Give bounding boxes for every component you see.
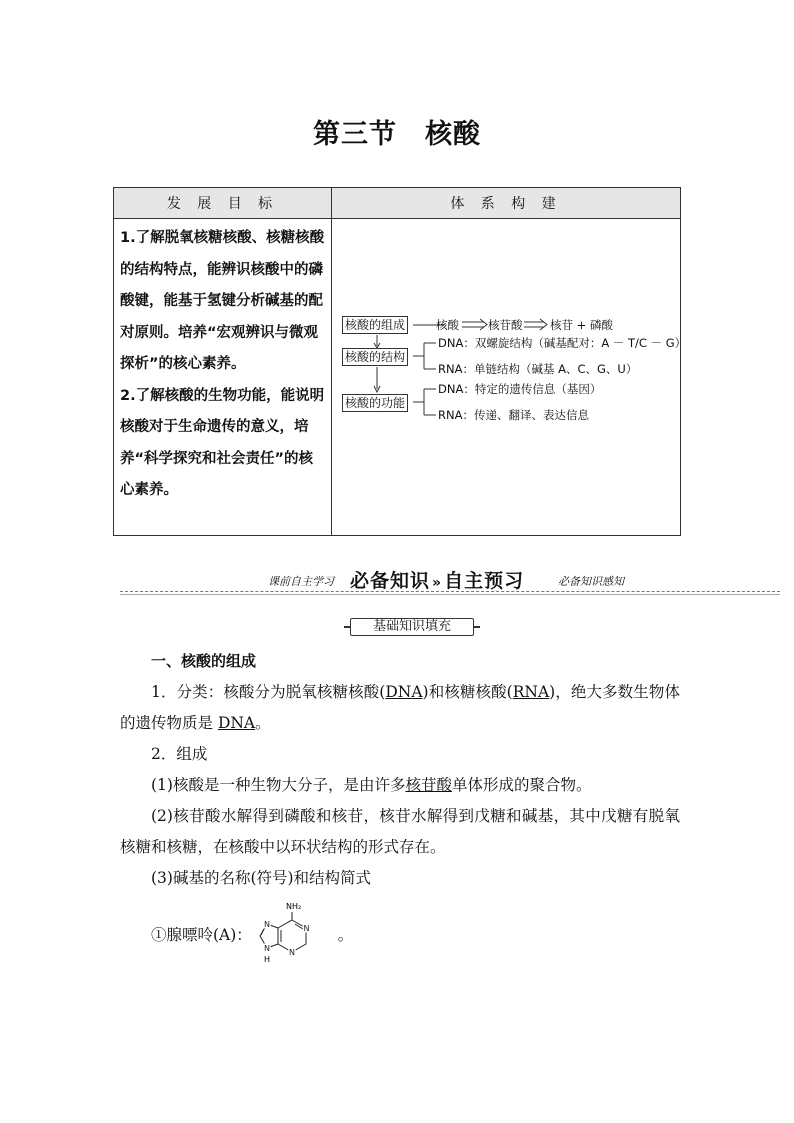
p1-dna: DNA bbox=[385, 683, 423, 701]
p3-nucleotide: 核苷酸 bbox=[405, 776, 452, 794]
section-banner bbox=[120, 568, 780, 598]
mol-h: H bbox=[264, 955, 271, 964]
goal-2: 2.了解核酸的生物功能，能说明核酸对于生命遗传的意义，培养“科学探究和社会责任”的核心素养。 bbox=[120, 387, 325, 498]
p1-c: )，绝大多数生物体的遗传物质是 bbox=[120, 683, 680, 732]
concept-diagram bbox=[332, 219, 693, 531]
header-goals: 发 展 目 标 bbox=[114, 188, 332, 219]
p1-d: 。 bbox=[255, 714, 271, 732]
mol-nh2: NH₂ bbox=[286, 902, 302, 911]
para-hydrolysis: (2)核苷酸水解得到磷酸和核苷，核苷水解得到戊糖和碱基，其中戊糖有脱氧核糖和核糖，在核酸中以环状结构的形式存在。 bbox=[120, 807, 680, 856]
para-composition: 2．组成 bbox=[151, 745, 208, 763]
mol-n1: N bbox=[303, 924, 310, 933]
p3-b: 单体形成的聚合物。 bbox=[451, 776, 592, 794]
mol-n3: N bbox=[289, 948, 295, 957]
adenine-label: ①腺嘌呤(A)： bbox=[151, 926, 252, 944]
para-adenine bbox=[120, 920, 680, 951]
adenine-end: 。 bbox=[337, 926, 354, 944]
diagram-cell bbox=[332, 219, 687, 536]
double-chevron-icon: » bbox=[432, 575, 443, 591]
heading-composition: 一、核酸的组成 bbox=[151, 652, 257, 670]
goal-1: 1.了解脱氧核糖核酸、核糖核酸的结构特点，能辨识核酸中的磷酸键，能基于氢键分析碱基的配对原则。培养“宏观辨识与微观探析”的核心素养。 bbox=[120, 230, 325, 372]
dna-function: DNA：特定的遗传信息（基因） bbox=[438, 382, 602, 396]
box-structure: 核酸的结构 bbox=[342, 348, 408, 366]
section-label-text: 基础知识填充 bbox=[372, 619, 451, 634]
mol-n9: N bbox=[264, 944, 270, 953]
label-right-cap bbox=[474, 626, 480, 628]
para-classification bbox=[120, 677, 680, 739]
banner-main-b: 自主预习 bbox=[444, 570, 525, 592]
banner-main bbox=[350, 566, 524, 593]
banner-line bbox=[120, 594, 780, 595]
title-part2: 核酸 bbox=[425, 119, 481, 150]
goals-cell bbox=[114, 219, 332, 536]
mol-n7: N bbox=[264, 920, 270, 929]
p3-a: (1)核酸是一种生物大分子，是由许多 bbox=[151, 776, 406, 794]
adenine-structure bbox=[252, 898, 328, 970]
p1-b: )和核糖核酸( bbox=[422, 683, 513, 701]
goals-table bbox=[113, 187, 687, 536]
rna-function: RNA：传递、翻译、表达信息 bbox=[438, 408, 589, 422]
title-part1: 第三节 bbox=[313, 119, 397, 150]
header-system: 体 系 构 建 bbox=[332, 188, 681, 219]
label-nucleotide: 核苷酸 bbox=[488, 318, 523, 332]
section-label bbox=[344, 618, 480, 636]
banner-left-text: 课前自主学习 bbox=[268, 575, 334, 588]
para-bases: (3)碱基的名称(符号)和结构简式 bbox=[151, 869, 372, 887]
banner-right-text: 必备知识感知 bbox=[558, 575, 624, 588]
banner-main-a: 必备知识 bbox=[350, 570, 431, 592]
para-polymer bbox=[120, 770, 680, 801]
p1-dna2: DNA bbox=[217, 714, 256, 732]
dna-structure: DNA：双螺旋结构（碱基配对：A － T/C － G） bbox=[438, 336, 687, 350]
page-title bbox=[0, 112, 794, 151]
label-nucleoside-phosphate: 核苷 + 磷酸 bbox=[550, 318, 613, 332]
label-nucleic-acid: 核酸 bbox=[436, 318, 459, 332]
p1-a: 1．分类：核酸分为脱氧核糖核酸( bbox=[151, 683, 386, 701]
p1-rna: RNA bbox=[512, 683, 550, 701]
box-composition: 核酸的组成 bbox=[342, 316, 408, 334]
box-function: 核酸的功能 bbox=[342, 394, 408, 412]
rna-structure: RNA：单链结构（碱基 A、C、G、U） bbox=[438, 362, 638, 376]
